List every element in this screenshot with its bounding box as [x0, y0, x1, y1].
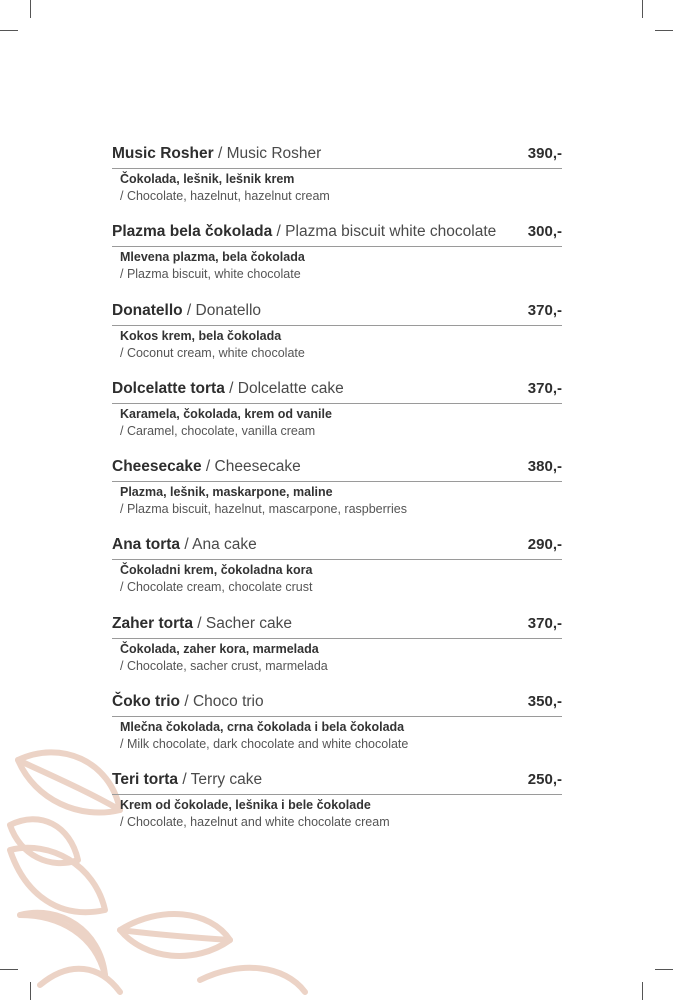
menu-item-name — [112, 458, 301, 476]
menu-item — [112, 223, 562, 301]
menu-item-price: 370,- — [527, 301, 562, 319]
menu-item-title-row — [112, 223, 562, 247]
menu-item-name — [112, 693, 264, 711]
menu-item-name-sr: Cheesecake — [112, 458, 202, 476]
menu-item-title-row — [112, 380, 562, 404]
menu-item-description-sr: Čokoladni krem, čokoladna kora — [120, 563, 313, 578]
name-separator: / — [201, 458, 215, 476]
name-separator: / — [272, 223, 286, 241]
menu-item-name-sr: Teri torta — [112, 771, 179, 789]
menu-item — [112, 536, 562, 614]
menu-item-name-en: Plazma biscuit white chocolate — [285, 223, 497, 241]
menu-item-description-sr: Mlevena plazma, bela čokolada — [120, 250, 305, 265]
menu-item-description-sr: Čokolada, lešnik, lešnik krem — [120, 172, 295, 186]
crop-mark-bottom-right — [642, 982, 643, 1000]
menu-item-title-row — [112, 693, 562, 717]
menu-item-description-en: / Chocolate cream, chocolate crust — [120, 580, 313, 595]
menu-item-title-row — [112, 536, 562, 560]
menu-item-description-en: / Milk chocolate, dark chocolate and white chocolate — [120, 737, 409, 752]
menu-item-description-en: / Caramel, chocolate, vanilla cream — [120, 423, 316, 438]
menu-item-price: 380,- — [527, 458, 562, 476]
menu-item-name-sr: Plazma bela čokolada — [112, 223, 273, 241]
menu-item-name-sr: Ana torta — [112, 536, 181, 554]
menu-item — [112, 302, 562, 380]
menu-item-name-en: Dolcelatte cake — [237, 379, 344, 397]
menu-item-name-en: Choco trio — [192, 693, 264, 711]
menu-item-price: 370,- — [527, 379, 562, 397]
menu-item-name-en: Ana cake — [192, 536, 257, 554]
menu-item-description-en: / Chocolate, sacher crust, marmelada — [120, 658, 328, 673]
menu-item-name — [112, 771, 262, 789]
menu-item-name-en: Cheesecake — [214, 458, 301, 476]
menu-item — [112, 145, 562, 223]
menu-item-description-en: / Plazma biscuit, white chocolate — [120, 267, 301, 282]
menu-item-description-sr: Čokolada, zaher kora, marmelada — [120, 641, 319, 656]
menu-item-description-sr: Kokos krem, bela čokolada — [120, 328, 282, 343]
menu-item-title-row — [112, 145, 562, 169]
crop-mark-top-left-h — [0, 30, 18, 31]
menu-item-name-sr: Zaher torta — [112, 614, 193, 632]
menu-item-name-en: Sacher cake — [205, 614, 293, 632]
menu-item-price: 250,- — [527, 771, 562, 789]
menu-item-description-en: / Plazma biscuit, hazelnut, mascarpone, raspberries — [120, 502, 407, 517]
menu-item — [112, 771, 562, 849]
menu-item-name — [112, 145, 321, 163]
menu-item-name-sr: Dolcelatte torta — [112, 379, 225, 397]
menu-item-description-en: / Coconut cream, white chocolate — [120, 345, 305, 360]
menu-item-price: 290,- — [527, 536, 562, 554]
menu-item-title-row — [112, 771, 562, 795]
dessert-menu — [112, 145, 562, 850]
menu-item-name-en: Music Rosher — [226, 145, 322, 162]
menu-item-name — [112, 223, 496, 241]
menu-item — [112, 693, 562, 771]
menu-item-description-sr: Plazma, lešnik, maskarpone, maline — [120, 485, 333, 500]
menu-item-description-en: / Chocolate, hazelnut and white chocolate cream — [120, 815, 390, 830]
menu-item-description-sr: Krem od čokolade, lešnika i bele čokolade — [120, 798, 371, 813]
menu-item-description-sr: Karamela, čokolada, krem od vanile — [120, 406, 332, 421]
menu-item-price: 350,- — [527, 693, 562, 711]
menu-item-title-row — [112, 615, 562, 639]
name-separator: / — [182, 301, 196, 319]
menu-item-name — [112, 302, 261, 320]
name-separator: / — [192, 614, 206, 632]
menu-item-description-sr: Mlečna čokolada, crna čokolada i bela čokolada — [120, 720, 405, 735]
crop-mark-top-right — [642, 0, 643, 18]
menu-item — [112, 458, 562, 536]
menu-item-name-sr: Donatello — [112, 301, 183, 319]
crop-mark-bottom-right-h — [655, 969, 673, 970]
menu-item — [112, 380, 562, 458]
menu-item-name-en: Terry cake — [190, 771, 263, 789]
name-separator: / — [180, 536, 193, 554]
menu-item-title-row — [112, 458, 562, 482]
menu-item — [112, 615, 562, 693]
name-separator: / — [224, 379, 238, 397]
menu-item-description-en: / Chocolate, hazelnut, hazelnut cream — [120, 189, 330, 203]
menu-item-name — [112, 380, 344, 398]
crop-mark-top-left — [30, 0, 31, 18]
name-separator: / — [178, 771, 191, 789]
menu-item-name-en: Donatello — [195, 301, 262, 319]
menu-item-price: 300,- — [527, 223, 562, 241]
menu-item-name — [112, 615, 292, 633]
menu-item-name — [112, 536, 257, 554]
menu-item-name-sr: Music Rosher — [112, 145, 214, 162]
menu-item-name-sr: Čoko trio — [112, 693, 181, 711]
menu-item-price: 390,- — [527, 145, 562, 162]
crop-mark-top-right-h — [655, 30, 673, 31]
menu-item-title-row — [112, 302, 562, 326]
menu-item-price: 370,- — [527, 614, 562, 632]
name-separator: / — [213, 145, 227, 162]
name-separator: / — [180, 693, 193, 711]
